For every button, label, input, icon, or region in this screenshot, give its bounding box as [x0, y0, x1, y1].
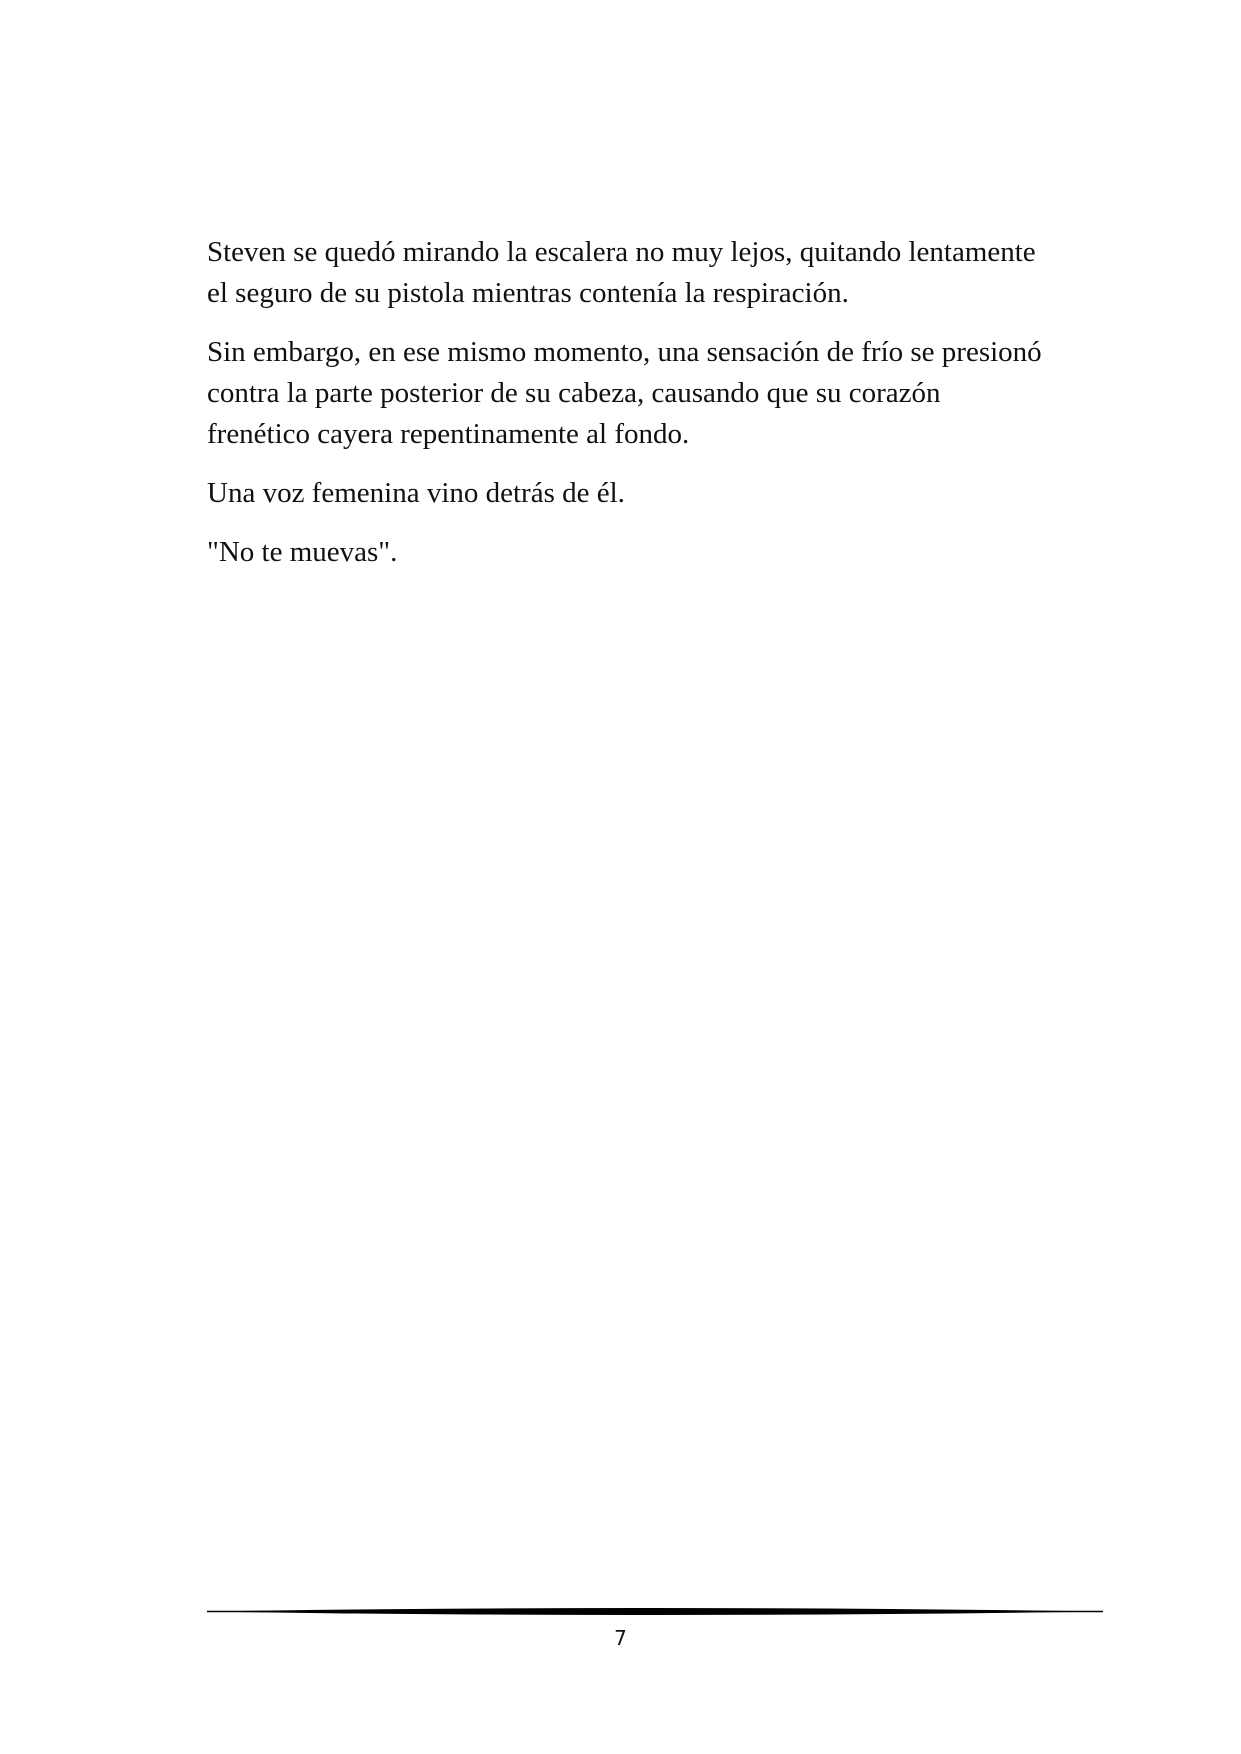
footer-ornamental-rule [207, 1605, 1103, 1619]
paragraph-4: "No te muevas". [207, 536, 398, 568]
body-text [207, 232, 1047, 591]
paragraph-2: Sin embargo, en ese mismo momento, una sensación de frío se presionó contra la parte posterior de su cabeza, causando que su corazón frenético cayera repentinamente al fondo. [207, 336, 1042, 450]
paragraph-1: Steven se quedó mirando la escalera no muy lejos, quitando lentamente el seguro de su pistola mientras contenía la respiración. [207, 236, 1036, 309]
paragraph-3: Una voz femenina vino detrás de él. [207, 477, 625, 509]
page-number: 7 [614, 1626, 627, 1650]
